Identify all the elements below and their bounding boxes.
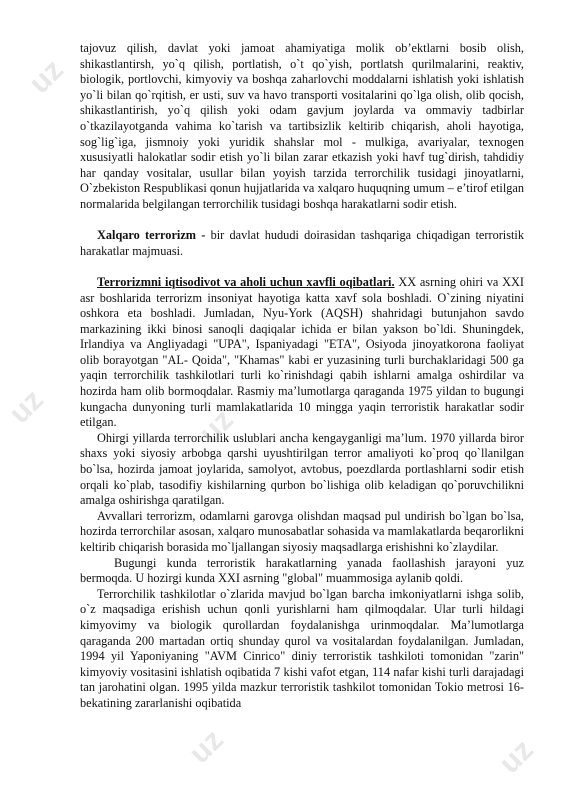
watermark-text: uz <box>22 53 70 101</box>
watermark-text: uz <box>2 383 50 431</box>
section-heading: Terrorizmni iqtisodivot va aholi uchun xavfli oqibatlari. <box>97 274 395 289</box>
term-xalqaro-terrorizm: Xalqaro terrorizm - <box>97 228 206 243</box>
paragraph: Terrorchilik tashkilotlar o`zlarida mavjud bo`lgan barcha imkoniyatlarni ishga solib, o`z maqsadiga erishish uchun qonli yurishlarni ham qilmoqdalar. Ular turli hildagi kimyovimy va biologik qurollardan foydalanishga urinmoqdalar. Ma’lumotlarga qaraganda 200 martadan ortiq shunday qurol va vositalardan foydalanilgan. Jumladan, 1994 yil Yaponiyaning "AVM Cinrico" diniy terroristik tashkiloti tomonidan "zarin" kimyoviy vositasini ishlatish oqibatida 7 kishi vafot etgan, 114 nafar kishi turli darajadagi tan jarohatini olgan. 1995 yilda mazkur terroristik tashkilot tomonidan Tokio metrosi 16- bekatining zararlanishi oqibatida <box>80 586 524 710</box>
watermark-text: uz <box>492 733 540 781</box>
paragraph-gap <box>80 213 524 229</box>
definition-paragraph <box>80 228 524 259</box>
section-text: XX asrning ohiri va XXI asr boshlarida terrorizm insoniyat hayotiga katta xavf sola boshladi. O`zining niyatini oshkora eta boshladi. Jumladan, Nyu-York (AQSH) shahridagi butunjahon savdo markazining ikki binosi sanoqli daqiqalar ichida er bilan yakson bo`ldi. Shuningdek, Irlandiya va Angliyadagi "UPA", Ispaniyadagi "ETA", Osiyoda jinoyatkorona faoliyat olib borayotgan "AL- Qoida", "Khamas" kabi er yuzasining turli burchaklaridagi 500 ga yaqin terrorchilik tashkilotlari turli ko`rinishdagi qabih ishlarni amalga oshirdilar va hozirda ham olib bormoqdalar. Rasmiy ma’lumotlarga qaraganda 1975 yildan to bugungi kungacha dunyoning turli mamlakatlarida 10 mingga yaqin terroristik harakatlar sodir etilgan. <box>80 274 524 430</box>
paragraph: tajovuz qilish, davlat yoki jamoat ahamiyatiga molik ob’ektlarni bosib olish, shikastlantirsh, yo`q qilish, portlatish, o`t qo`yish, portlatsh qurilmalarini, reaktiv, biologik, portlovchi, kimyoviy va boshqa zaharlovchi moddalarni ishlatish yoki ishlatish yo`li bilan qo`rqitish, er usti, suv va havo transporti vositalarini qo`lga olish, olib qocish, shikastlantirish, yo`q qilish yoki odam gavjum joylarda va ommaviy tadbirlar o`tkazilayotganda vahima ko`tarish va tartibsizlik keltirib chiqarish, aholi hayotiga, sog`lig`iga, jismnoiy yoki yuridik shahslar mol - mulkiga, avariyalar, texnogen xususiyatli halokatlar sodir etish yo`li bilan zarar etkazish yoki havf tug`dirish, tahdidiy har qanday vositalar, usullar bilan yoyish tarzida terrorchilik tusidagi jinoyatlarni, O`zbekiston Respublikasi qonun hujjatlarida va xalqaro huquqning umum – e’tirof etilgan normalarida belgilangan terrorchilik tusidagi boshqa harakatlarni sodir etish. <box>80 41 524 211</box>
document-page <box>80 41 524 712</box>
watermark-text: uz <box>192 403 240 451</box>
definition-text: bir davlat hududi doirasidan tashqariga chiqadigan terroristik harakatlar majmuasi. <box>80 228 524 258</box>
paragraph: Avvallari terrorizm, odamlarni garovga olishdan maqsad pul undirish bo`lgan bo`lsa, hozirda terrorchilar asosan, xalqaro munosabatlar sohasida va mamlakatlarda beqarorlikni keltirib chiqarish borasida mo`ljallangan siyosiy maqsadlarga erishishni ko`zlaydilar. <box>80 508 524 554</box>
paragraph-gap <box>80 259 524 275</box>
paragraph: Bugungi kunda terroristik harakatlarning yanada faollashish jarayoni yuz bermoqda. U hozirgi kunda XXI asrning "global" muammosiga aylanib qoldi. <box>80 555 524 586</box>
watermark-text: uz <box>182 723 230 771</box>
paragraph: Ohirgi yillarda terrorchilik uslublari ancha kengayganligi ma’lum. 1970 yillarda biror shaxs yoki siyosiy arbobga qarshi uyushtirilgan terror amaliyoti ko`proq qo`llanilgan bo`lsa, hozirda jamoat joylarida, samolyot, avtobus, poezdlarda portlashlarni sodir etish orqali ko`plab, tasodifiy kishilarning qurbon bo`lishiga olib keladigan qo`poruvchilikni amalga oshirishga qaratilgan. <box>80 430 524 508</box>
section-paragraph <box>80 275 524 431</box>
